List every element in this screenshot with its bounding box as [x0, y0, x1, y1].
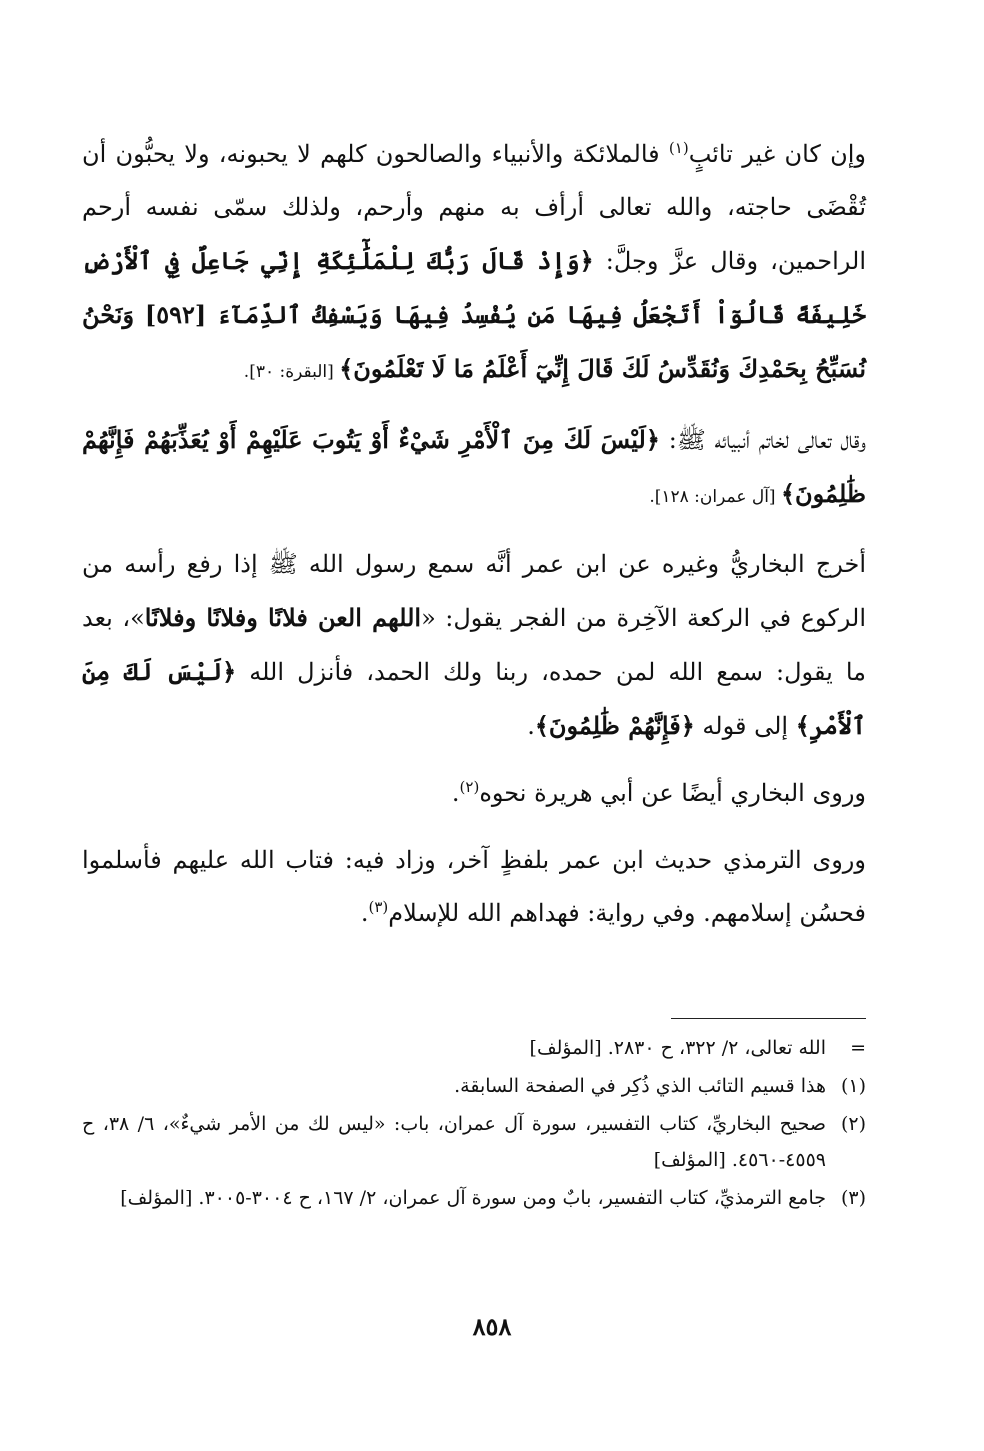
quran-verse-fragment-1: ﴿لَيْسَ لَكَ مِنَ ٱلْأَمْرِ﴾ [82, 657, 866, 740]
paragraph-4-text-b: . [451, 779, 460, 807]
paragraph-4 [82, 767, 866, 820]
footnote-text: الله تعالى، ٢/ ٣٢٢، ح ٢٨٣٠. [المؤلف] [529, 1037, 826, 1059]
paragraph-3-text-c: إلى قوله [694, 712, 796, 740]
footnote-ref-1: (١) [668, 139, 689, 157]
page-number: ٨٥٨ [472, 1312, 512, 1341]
paragraph-5 [82, 834, 866, 940]
paragraph-3-text-a: أخرج البخاريُّ وغيره عن ابن عمر أنَّه سمع رسول الله ﷺ إذا رفع رأسه من الركوع في الركعة الآخِرة من الفجر يقول: « [82, 550, 866, 632]
footnote-ref-3: (٣) [368, 898, 389, 916]
footnote-3 [82, 1180, 866, 1216]
paragraph-1-text-b: فالملائكة والأنبياء والصالحون كلهم لا يحبونه، ولا يحبُّون أن تُقْضَى حاجته، والله تعالى أرأف به منهم وأرحم، ولذلك سمّى نفسه أرحم الراحمين، وقال عزَّ وجلَّ: [82, 140, 866, 275]
paragraph-5-text-a: وروى الترمذي حديث ابن عمر بلفظٍ آخر، وزاد فيه: فتاب الله عليهم فأسلموا فحسُن إسلامهم. وفي رواية: فهداهم الله للإسلام [82, 846, 866, 927]
paragraph-1 [82, 128, 866, 399]
paragraph-2 [82, 413, 866, 524]
footnote-ref-2: (٢) [459, 778, 480, 796]
paragraph-2-text: وقال تعالى لخاتم أنبيائه ﷺ: [659, 426, 866, 454]
footnote-continued [82, 1030, 866, 1066]
quran-verse-al-imran: ﴿لَيْسَ لَكَ مِنَ ٱلْأَمْرِ شَيْءٌ أَوْ يَتُوبَ عَلَيْهِمْ أَوْ يُعَذِّبَهُمْ فَإِنَّهُمْ ظَٰلِمُونَ﴾ [82, 425, 866, 508]
footnote-mark: (٢) [840, 1113, 866, 1135]
verse-reference-baqarah: [البقرة: ٣٠]. [243, 362, 340, 382]
verse-reference-al-imran: [آل عمران: ١٢٨]. [649, 487, 781, 507]
main-text [82, 128, 866, 954]
paragraph-3 [82, 538, 866, 753]
paragraph-4-text-a: وروى البخاري أيضًا عن أبي هريرة نحوه [479, 779, 866, 807]
hadith-supplication: اللهم العن فلانًا وفلانًا وفلانًا [144, 603, 422, 632]
footnote-mark: = [850, 1037, 866, 1059]
paragraph-1-text-a: وإن كان غير تائبٍ [688, 140, 866, 168]
footnote-text: صحيح البخاريِّ، كتاب التفسير، سورة آل عمران، باب: «ليس لك من الأمر شيءٌ»، ٦/ ٣٨، ح ٤٥٥٩-٤٥٦٠. [المؤلف] [82, 1113, 826, 1171]
quran-verse-baqarah: ﴿وَإِذْ قَالَ رَبُّكَ لِلْمَلَٰٓئِكَةِ إِنِّي جَاعِلٌ فِي ٱلْأَرْضِ خَلِيفَةً قَالُوٓاْ أَتَجْعَلُ فِيهَا مَن يُفْسِدُ فِيهَا وَيَسْفِكُ ٱلدِّمَآءَ [٥٩٢] وَنَحْنُ نُسَبِّحُ بِحَمْدِكَ وَنُقَدِّسُ لَكَ قَالَ إِنِّيٓ أَعْلَمُ مَا لَا تَعْلَمُونَ﴾ [82, 246, 866, 383]
footnote-2 [82, 1106, 866, 1178]
footnote-mark: (١) [840, 1075, 866, 1097]
paragraph-3-text-b: »، بعد ما يقول: سمع الله لمن حمده، ربنا ولك الحمد، فأنزل الله [82, 604, 867, 686]
footnotes-section [82, 1030, 866, 1218]
quran-verse-fragment-2: ﴿فَإِنَّهُمْ ظَٰلِمُونَ﴾ [534, 711, 695, 740]
footnote-1 [82, 1068, 866, 1104]
paragraph-3-text-d: . [527, 712, 535, 740]
footnote-mark: (٣) [840, 1187, 866, 1209]
footnote-divider [671, 1018, 866, 1019]
paragraph-5-text-b: . [360, 899, 369, 927]
footnote-text: جامع الترمذيِّ، كتاب التفسير، بابٌ ومن سورة آل عمران، ٢/ ١٦٧، ح ٣٠٠٤-٣٠٠٥. [المؤلف] [120, 1187, 826, 1209]
footnote-text: هذا قسيم التائب الذي ذُكِر في الصفحة السابقة. [454, 1075, 826, 1097]
